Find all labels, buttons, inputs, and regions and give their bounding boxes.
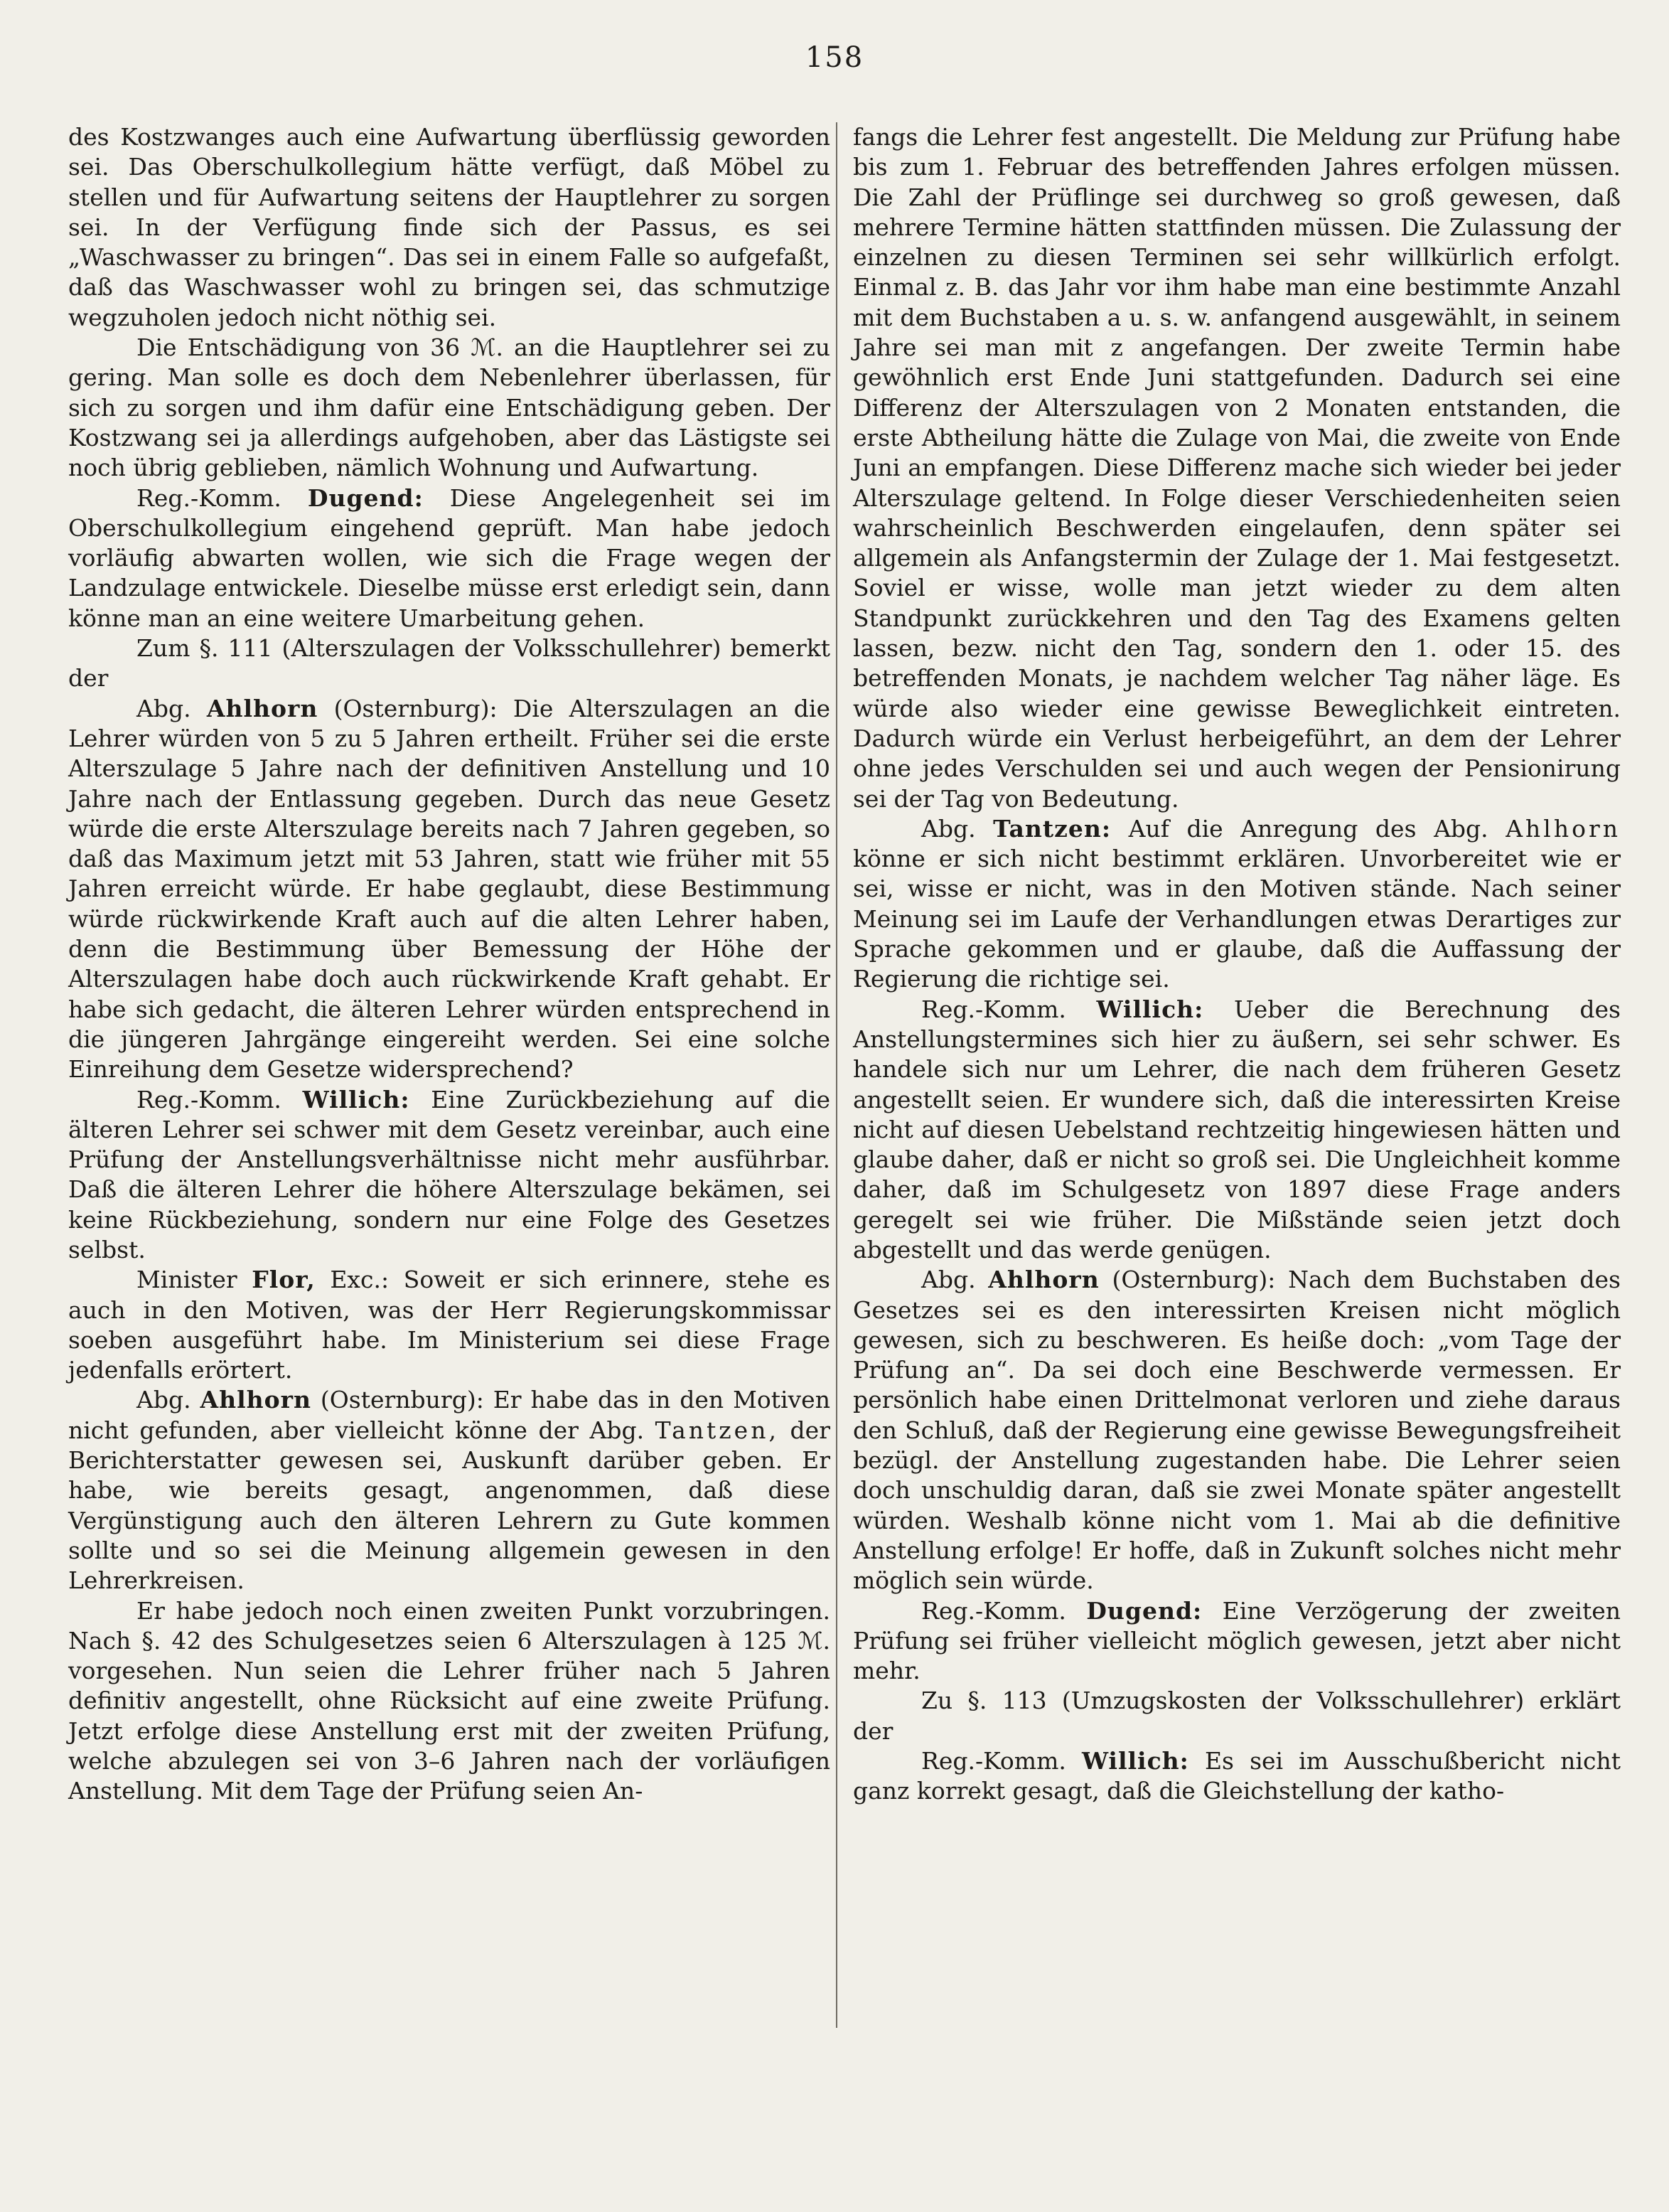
page-number: 158 xyxy=(805,41,864,74)
paragraph: des Kostzwanges auch eine Aufwartung überflüssig geworden sei. Das Oberschulkollegium hätte verfügt, daß Möbel zu stellen und für Aufwartung seitens der Hauptlehrer zu sorgen sei. In der Verfügung finde sich der Passus, es sei „Waschwasser zu bringen“. Das sei in einem Falle so aufgefaßt, daß das Waschwasser wohl zu bringen sei, das schmutzige wegzuholen jedoch nicht nöthig sei. xyxy=(68,123,830,331)
speaker-title: Minister xyxy=(136,1266,237,1294)
paragraph: Die Entschädigung von 36 ℳ. an die Hauptlehrer sei zu gering. Man solle es doch dem Nebenlehrer überlassen, für sich zu sorgen und ihm dafür eine Entschädigung geben. Der Kostzwang sei ja allerdings aufgehoben, aber das Lästigste sei noch übrig geblieben, nämlich Wohnung und Aufwartung. xyxy=(68,333,830,482)
speech-text: Nach dem Buchstaben des Gesetzes sei es den interessirten Kreisen nicht möglich gewesen, sich zu beschweren. Es heiße doch: „vom Tage der Prüfung an“. Da sei doch eine Beschwerde vermessen. Er persönlich habe einen Drittelmonat verloren und ziehe daraus den Schluß, daß der Regierung eine gewisse Bewegungsfreiheit bezügl. der Anstellung zugestanden habe. Die Lehrer seien doch unschuldig daran, daß sie zwei Monate später angestellt würden. Weshalb könne nicht vom 1. Mai ab die definitive Anstellung erfolge! Er hoffe, daß in Zukunft solches nicht mehr möglich sein würde. xyxy=(853,1266,1621,1595)
paragraph xyxy=(853,995,1621,1266)
paragraph xyxy=(68,694,830,1085)
speaker-name: Willich: xyxy=(302,1085,410,1113)
speech-text: könne er sich nicht bestimmt erklären. Unvorbereitet wie er sei, wisse er nicht, was in den Motiven stände. Nach seiner Meinung sei im Laufe der Verhandlungen etwas Derartiges zur Sprache gekommen und er glaube, daß die Auffassung der Regierung die richtige sei. xyxy=(853,845,1621,993)
paragraph xyxy=(68,1085,830,1266)
speaker-title: Abg. xyxy=(136,1386,191,1414)
speaker-title: Reg.-Komm. xyxy=(921,995,1066,1023)
speaker-title: Abg. xyxy=(136,694,191,722)
constituency: (Osternburg): xyxy=(333,694,498,722)
right-column xyxy=(853,122,1621,1807)
paragraph xyxy=(68,1265,830,1385)
speaker-name: Ahlhorn xyxy=(200,1386,311,1414)
paragraph xyxy=(68,1385,830,1596)
left-column xyxy=(68,122,830,1807)
spaced-name: Ahlhorn xyxy=(1506,814,1621,843)
paragraph xyxy=(853,1596,1621,1687)
speaker-honorific: Exc.: xyxy=(330,1266,390,1294)
paragraph xyxy=(853,1746,1621,1807)
speech-text: Er habe das in den Motiven nicht gefunden, aber vielleicht könne der Abg. xyxy=(68,1386,830,1444)
speaker-name: Willich: xyxy=(1081,1747,1189,1775)
speech-text: der Berichterstatter gewesen sei, Auskunft darüber geben. Er habe, wie bereits gesagt, angenommen, daß diese Vergünstigung auch den älteren Lehrern zu Gute kommen sollte und so sei die Meinung allgemein gewesen in den Lehrerkreisen. xyxy=(68,1416,830,1595)
paragraph xyxy=(853,1265,1621,1596)
paragraph: Er habe jedoch noch einen zweiten Punkt vorzubringen. Nach §. 42 des Schulgesetzes seien 6 Alterszulagen à 125 ℳ. vorgesehen. Nun seien die Lehrer früher nach 5 Jahren definitiv angestellt, ohne Rücksicht auf eine zweite Prüfung. Jetzt erfolge diese Anstellung erst mit der zweiten Prüfung, welche abzulegen sei von 3–6 Jahren nach der vorläufigen Anstellung. Mit dem Tage der Prüfung seien An- xyxy=(68,1596,830,1805)
speech-text: Eine Zurückbeziehung auf die älteren Lehrer sei schwer mit dem Gesetz vereinbar, auch eine Prüfung der Anstellungsverhältnisse nicht mehr ausführbar. Daß die älteren Lehrer die höhere Alterszulage bekämen, sei keine Rückbeziehung, sondern nur eine Folge des Gesetzes selbst. xyxy=(68,1085,830,1263)
speech-text: Ueber die Berechnung des Anstellungstermines sich hier zu äußern, sei sehr schwer. Es handele sich nur um Lehrer, die nach dem früheren Gesetz angestellt seien. Er wundere sich, daß die interessirten Kreise nicht auf diesen Uebelstand rechtzeitig hingewiesen hätten und glaube daher, daß er nicht so groß sei. Die Ungleichheit komme daher, daß im Schulgesetz von 1897 diese Frage anders geregelt sei wie früher. Die Mißstände seien jetzt doch abgestellt und das werde genügen. xyxy=(853,995,1621,1263)
speech-text: Die Alterszulagen an die Lehrer würden von 5 zu 5 Jahren ertheilt. Früher sei die erste Alterszulage 5 Jahre nach der definitiven Anstellung und 10 Jahre nach der Entlassung gegeben. Durch das neue Gesetz würde die erste Alterszulage bereits nach 7 Jahren gegeben, so daß das Maximum jetzt mit 53 Jahren, statt wie früher mit 55 Jahren erreicht würde. Er habe geglaubt, diese Bestimmung würde rückwirkende Kraft auch auf die alten Lehrer haben, denn die Bestimmung über Bemessung der Höhe der Alterszulagen habe doch auch rückwirkende Kraft gehabt. Er habe sich gedacht, die älteren Lehrer würden entsprechend in die jüngeren Jahrgänge eingereiht werden. Sei eine solche Einreihung dem Gesetze widersprechend? xyxy=(68,694,830,1084)
column-divider xyxy=(836,122,837,2028)
paragraph: Zu §. 113 (Umzugskosten der Volksschullehrer) erklärt der xyxy=(853,1687,1621,1745)
speech-text: Es sei im Ausschußbericht nicht ganz korrekt gesagt, daß die Gleichstellung der katho- xyxy=(853,1747,1621,1805)
speaker-title: Abg. xyxy=(921,814,976,843)
speaker-name: Ahlhorn xyxy=(988,1266,1100,1294)
speaker-name: Willich: xyxy=(1096,995,1204,1023)
speaker-title: Reg.-Komm. xyxy=(136,483,281,512)
speaker-name: Flor, xyxy=(252,1266,316,1294)
paragraph: fangs die Lehrer fest angestellt. Die Meldung zur Prüfung habe bis zum 1. Februar des betreffenden Jahres erfolgen müssen. Die Zahl der Prüflinge sei durchweg so groß gewesen, daß mehrere Termine hätten stattfinden müssen. Die Zulassung der einzelnen zu diesen Terminen sei sehr willkürlich erfolgt. Einmal z. B. das Jahr vor ihm habe man eine bestimmte Anzahl mit dem Buchstaben a u. s. w. anfangend ausgewählt, in seinem Jahre sei man mit z angefangen. Der zweite Termin habe gewöhnlich erst Ende Juni stattgefunden. Dadurch sei eine Differenz der Alterszulagen von 2 Monaten entstanden, die erste Abtheilung hätte die Zulage von Mai, die zweite von Ende Juni an empfangen. Diese Differenz mache sich wieder bei jeder Alterszulage geltend. In Folge dieser Verschiedenheiten seien wahrscheinlich Beschwerden eingelaufen, denn später sei allgemein als Anfangstermin der Zulage der 1. Mai festgesetzt. Soviel er wisse, wolle man jetzt wieder zu dem alten Standpunkt zurückkehren und den Tag des Examens gelten lassen, bezw. nicht den Tag, sondern den 1. oder 15. des betreffenden Monats, je nachdem welcher Tag näher läge. Es würde also wieder eine gewisse Beweglichkeit eintreten. Dadurch würde ein Verlust herbeigeführt, an dem der Lehrer ohne jedes Verschulden sei und auch wegen der Pensionirung sei der Tag von Bedeutung. xyxy=(853,123,1621,813)
constituency: (Osternburg): xyxy=(320,1386,484,1414)
spaced-name: Tantzen, xyxy=(655,1416,779,1444)
speaker-title: Reg.-Komm. xyxy=(136,1085,281,1113)
speech-text: Eine Verzögerung der zweiten Prüfung sei früher vielleicht möglich gewesen, jetzt aber nicht mehr. xyxy=(853,1596,1621,1685)
speaker-name: Dugend: xyxy=(307,483,424,512)
speaker-title: Abg. xyxy=(921,1266,976,1294)
paragraph xyxy=(68,483,830,634)
constituency: (Osternburg): xyxy=(1112,1266,1276,1294)
speaker-name: Ahlhorn xyxy=(206,694,318,722)
speaker-title: Reg.-Komm. xyxy=(921,1747,1066,1775)
speech-text: Soweit er sich erinnere, stehe es auch in den Motiven, was der Herr Regierungskommissar soeben ausgeführt habe. Im Ministerium sei diese Frage jedenfalls erörtert. xyxy=(68,1266,830,1384)
speaker-name: Tantzen: xyxy=(993,814,1112,843)
paragraph xyxy=(853,814,1621,995)
speech-text: Diese Angelegenheit sei im Oberschulkollegium eingehend geprüft. Man habe jedoch vorläufig abwarten wollen, wie sich die Frage wegen der Landzulage entwickele. Dieselbe müsse erst erledigt sein, dann könne man an eine weitere Umarbeitung gehen. xyxy=(68,483,830,632)
paragraph: Zum §. 111 (Alterszulagen der Volksschullehrer) bemerkt der xyxy=(68,634,830,693)
speaker-title: Reg.-Komm. xyxy=(921,1596,1066,1625)
speech-text: Auf die Anregung des Abg. xyxy=(1128,814,1488,843)
speaker-name: Dugend: xyxy=(1086,1596,1203,1625)
